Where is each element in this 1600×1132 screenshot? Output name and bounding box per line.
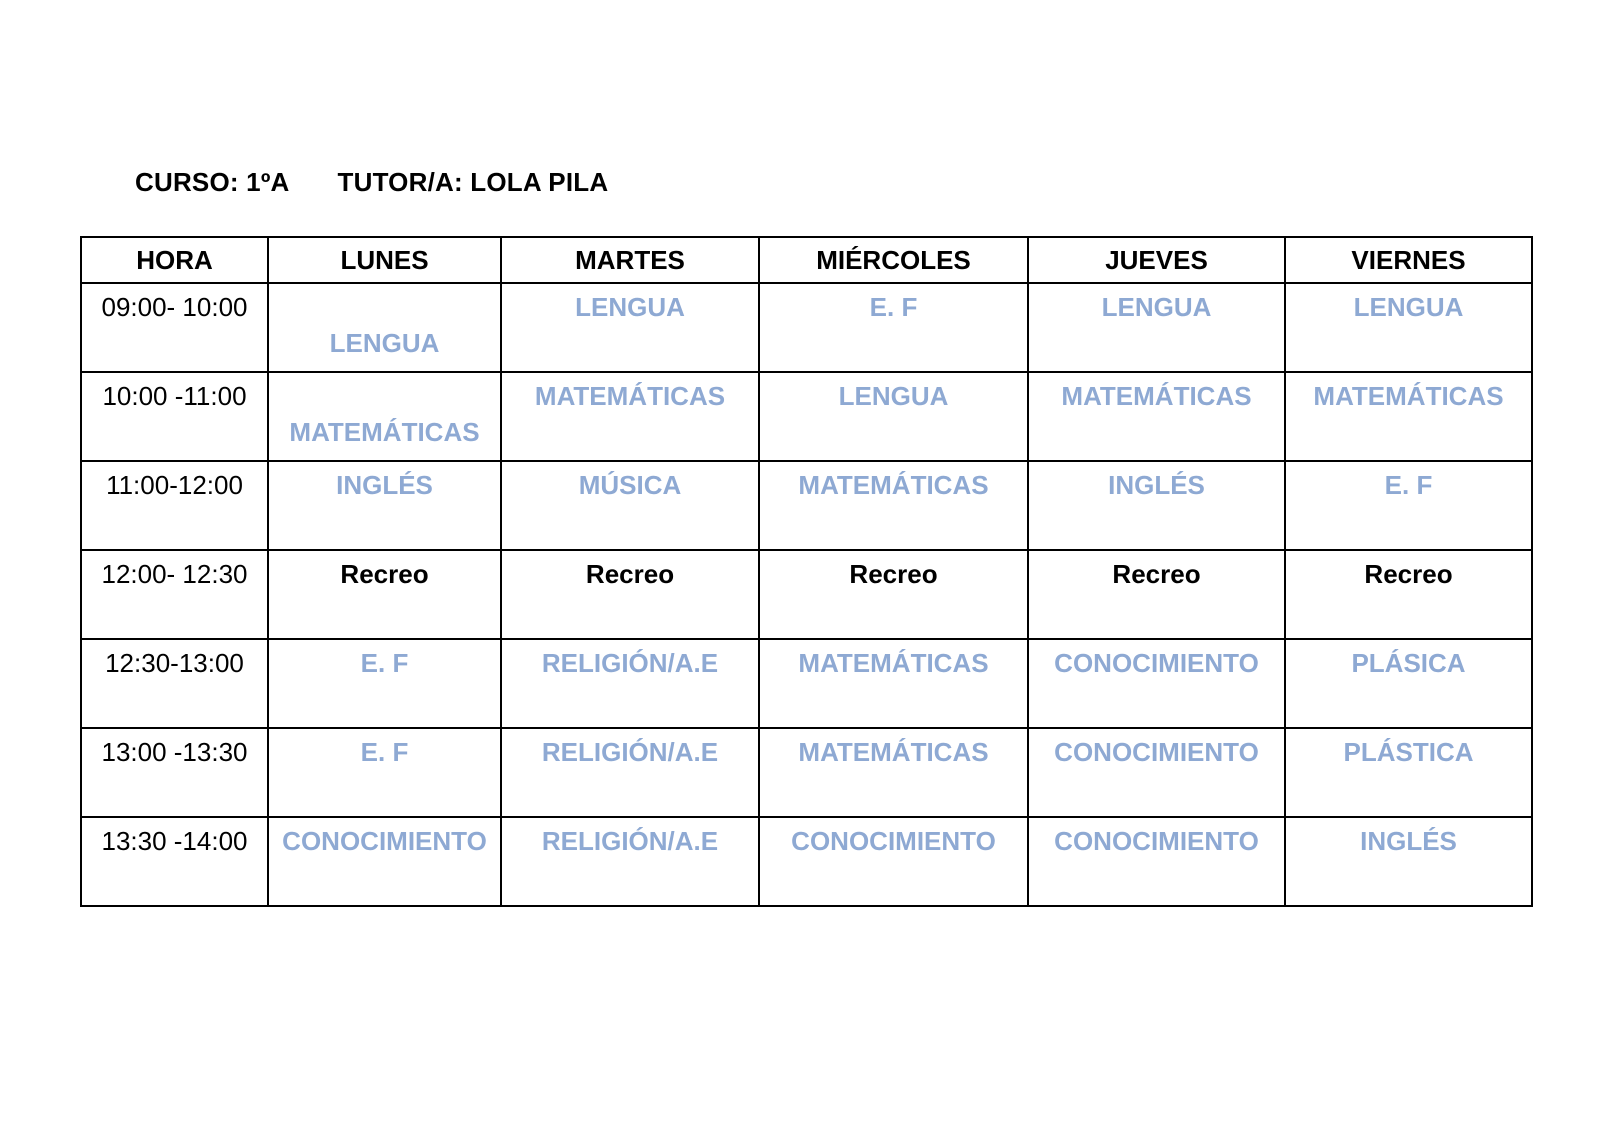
subject-cell: CONOCIMIENTO <box>268 817 501 906</box>
recreo-cell: Recreo <box>501 550 759 639</box>
table-row <box>81 817 1532 906</box>
subject-cell: LENGUA <box>1028 283 1285 372</box>
subject-cell: MATEMÁTICAS <box>759 639 1028 728</box>
column-header-miercoles: MIÉRCOLES <box>759 237 1028 283</box>
column-header-martes: MARTES <box>501 237 759 283</box>
subject-cell: RELIGIÓN/A.E <box>501 639 759 728</box>
subject-cell: LENGUA <box>759 372 1028 461</box>
subject-cell: LENGUA <box>501 283 759 372</box>
subject-cell: MATEMÁTICAS <box>1285 372 1532 461</box>
subject-cell: E. F <box>268 639 501 728</box>
column-header-lunes: LUNES <box>268 237 501 283</box>
table-row <box>81 461 1532 550</box>
hora-cell: 11:00-12:00 <box>81 461 268 550</box>
recreo-cell: Recreo <box>759 550 1028 639</box>
subject-cell: INGLÉS <box>1028 461 1285 550</box>
subject-cell: PLÁSICA <box>1285 639 1532 728</box>
table-row <box>81 639 1532 728</box>
subject-cell: CONOCIMIENTO <box>759 817 1028 906</box>
hora-cell: 13:00 -13:30 <box>81 728 268 817</box>
subject-cell: MÚSICA <box>501 461 759 550</box>
column-header-jueves: JUEVES <box>1028 237 1285 283</box>
table-row <box>81 372 1532 461</box>
hora-cell: 13:30 -14:00 <box>81 817 268 906</box>
recreo-cell: Recreo <box>268 550 501 639</box>
recreo-cell: Recreo <box>1285 550 1532 639</box>
subject-cell: E. F <box>759 283 1028 372</box>
subject-cell: RELIGIÓN/A.E <box>501 728 759 817</box>
subject-cell: PLÁSTICA <box>1285 728 1532 817</box>
tutor-label: TUTOR/A: LOLA PILA <box>337 166 609 197</box>
subject-cell: MATEMÁTICAS <box>1028 372 1285 461</box>
subject-cell: MATEMÁTICAS <box>759 728 1028 817</box>
hora-cell: 09:00- 10:00 <box>81 283 268 372</box>
hora-cell: 12:30-13:00 <box>81 639 268 728</box>
column-header-viernes: VIERNES <box>1285 237 1532 283</box>
subject-cell: MATEMÁTICAS <box>759 461 1028 550</box>
header-row <box>81 237 1532 283</box>
subject-cell: INGLÉS <box>268 461 501 550</box>
subject-cell: CONOCIMIENTO <box>1028 817 1285 906</box>
subject-cell: MATEMÁTICAS <box>501 372 759 461</box>
subject-cell: E. F <box>268 728 501 817</box>
subject-cell: E. F <box>1285 461 1532 550</box>
hora-cell: 10:00 -11:00 <box>81 372 268 461</box>
table-row <box>81 728 1532 817</box>
subject-cell: INGLÉS <box>1285 817 1532 906</box>
column-header-hora: HORA <box>81 237 268 283</box>
table-row-recreo <box>81 550 1532 639</box>
subject-cell: LENGUA <box>268 283 501 372</box>
curso-label: CURSO: 1ºA <box>135 166 290 197</box>
schedule-table <box>80 236 1533 907</box>
page-header <box>135 162 608 202</box>
subject-cell: RELIGIÓN/A.E <box>501 817 759 906</box>
subject-cell: MATEMÁTICAS <box>268 372 501 461</box>
recreo-cell: Recreo <box>1028 550 1285 639</box>
table-row <box>81 283 1532 372</box>
hora-cell: 12:00- 12:30 <box>81 550 268 639</box>
subject-cell: CONOCIMIENTO <box>1028 728 1285 817</box>
subject-cell: CONOCIMIENTO <box>1028 639 1285 728</box>
subject-cell: LENGUA <box>1285 283 1532 372</box>
